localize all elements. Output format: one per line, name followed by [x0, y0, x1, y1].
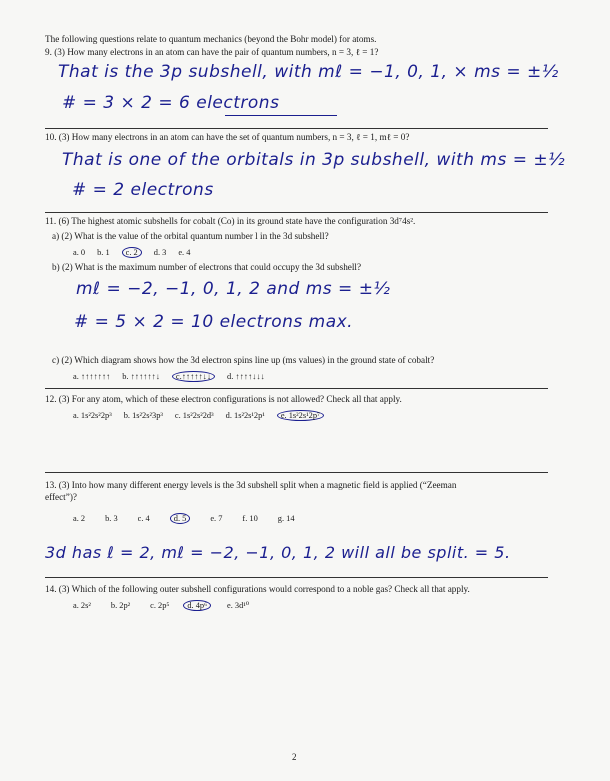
question-13: 13. (3) Into how many different energy levels is the 3d subshell split when a magnetic field is applied (“Zeeman: [45, 480, 457, 490]
option[interactable]: b. 1s²2s²3p³: [123, 411, 163, 420]
divider: [45, 128, 548, 129]
option[interactable]: d. 1s²2s¹2p¹: [225, 411, 265, 420]
option[interactable]: e. 7: [210, 514, 223, 523]
q12-options: [73, 410, 336, 421]
question-13-cont: effect”)?: [45, 492, 77, 502]
option[interactable]: a. 2s²: [73, 601, 91, 610]
q13-options: [73, 513, 307, 524]
option[interactable]: a. 2: [73, 514, 86, 523]
question-10: 10. (3) How many electrons in an atom can have the set of quantum numbers, n = 3, ℓ = 1, mℓ = 0?: [45, 132, 410, 142]
q10-handwriting-line2: # = 2 electrons: [72, 180, 214, 200]
option[interactable]: a. ↑↑↑↑↑↑↑: [73, 372, 111, 381]
q14-options: [73, 600, 261, 611]
option[interactable]: c. 1s²2s²2d³: [174, 411, 214, 420]
option[interactable]: a. 1s²2s²2p³: [73, 411, 112, 420]
q11b-handwriting-line1: mℓ = −2, −1, 0, 1, 2 and ms = ±½: [76, 279, 391, 299]
option[interactable]: f. 10: [242, 514, 258, 523]
question-14: 14. (3) Which of the following outer subshell configurations would correspond to a noble gas? Check all that apply.: [45, 584, 470, 594]
option[interactable]: b. 1: [97, 248, 110, 257]
option[interactable]: e. 3d¹⁰: [227, 601, 250, 610]
q9-answer-underline: [225, 115, 337, 116]
question-9: 9. (3) How many electrons in an atom can have the pair of quantum numbers, n = 3, ℓ = 1?: [45, 47, 379, 57]
option-selected[interactable]: d. 4p⁶: [183, 600, 211, 611]
option[interactable]: b. ↑↑↑↑↑↑↓: [122, 372, 160, 381]
divider: [45, 388, 548, 389]
option[interactable]: e. 4: [178, 248, 191, 257]
divider: [45, 577, 548, 578]
divider: [45, 472, 548, 473]
option[interactable]: a. 0: [73, 248, 86, 257]
option-selected[interactable]: e. 1s²2s¹2p⁷: [277, 410, 324, 421]
option[interactable]: b. 3: [105, 514, 118, 523]
q10-handwriting-line1: That is one of the orbitals in 3p subshell, with ms = ±½: [62, 150, 566, 170]
q9-handwriting-line1: That is the 3p subshell, with mℓ = −1, 0, 1, × ms = ±½: [58, 62, 559, 82]
option[interactable]: d. 3: [153, 248, 167, 257]
question-11a: a) (2) What is the value of the orbital quantum number l in the 3d subshell?: [52, 231, 329, 241]
intro-text: The following questions relate to quantum mechanics (beyond the Bohr model) for atoms.: [45, 34, 377, 44]
q11a-options: [73, 247, 202, 258]
question-11b: b) (2) What is the maximum number of electrons that could occupy the 3d subshell?: [52, 262, 362, 272]
question-12: 12. (3) For any atom, which of these electron configurations is not allowed? Check all that apply.: [45, 394, 402, 404]
option-selected[interactable]: c. 2: [122, 247, 142, 258]
option[interactable]: d. ↑↑↑↑↓↓↓: [227, 372, 265, 381]
q11c-options: [73, 371, 277, 382]
question-11c: c) (2) Which diagram shows how the 3d electron spins line up (ms values) in the ground state of cobalt?: [52, 355, 435, 365]
q13-handwriting: 3d has ℓ = 2, mℓ = −2, −1, 0, 1, 2 will all be split. = 5.: [45, 543, 511, 562]
q9-handwriting-line2: # = 3 × 2 = 6 electrons: [62, 93, 280, 113]
question-11: 11. (6) The highest atomic subshells for cobalt (Co) in its ground state have the configuration 3d⁷4s².: [45, 216, 416, 226]
option-selected[interactable]: d. 5: [170, 513, 191, 524]
divider: [45, 212, 548, 213]
option[interactable]: c. 4: [137, 514, 150, 523]
option-selected[interactable]: c.↑↑↑↑↑↓↓: [172, 371, 215, 382]
page-number: 2: [292, 752, 297, 762]
q11b-handwriting-line2: # = 5 × 2 = 10 electrons max.: [74, 312, 354, 332]
option[interactable]: b. 2p²: [110, 601, 131, 610]
option[interactable]: c. 2p⁵: [150, 601, 170, 610]
option[interactable]: g. 14: [277, 514, 295, 523]
